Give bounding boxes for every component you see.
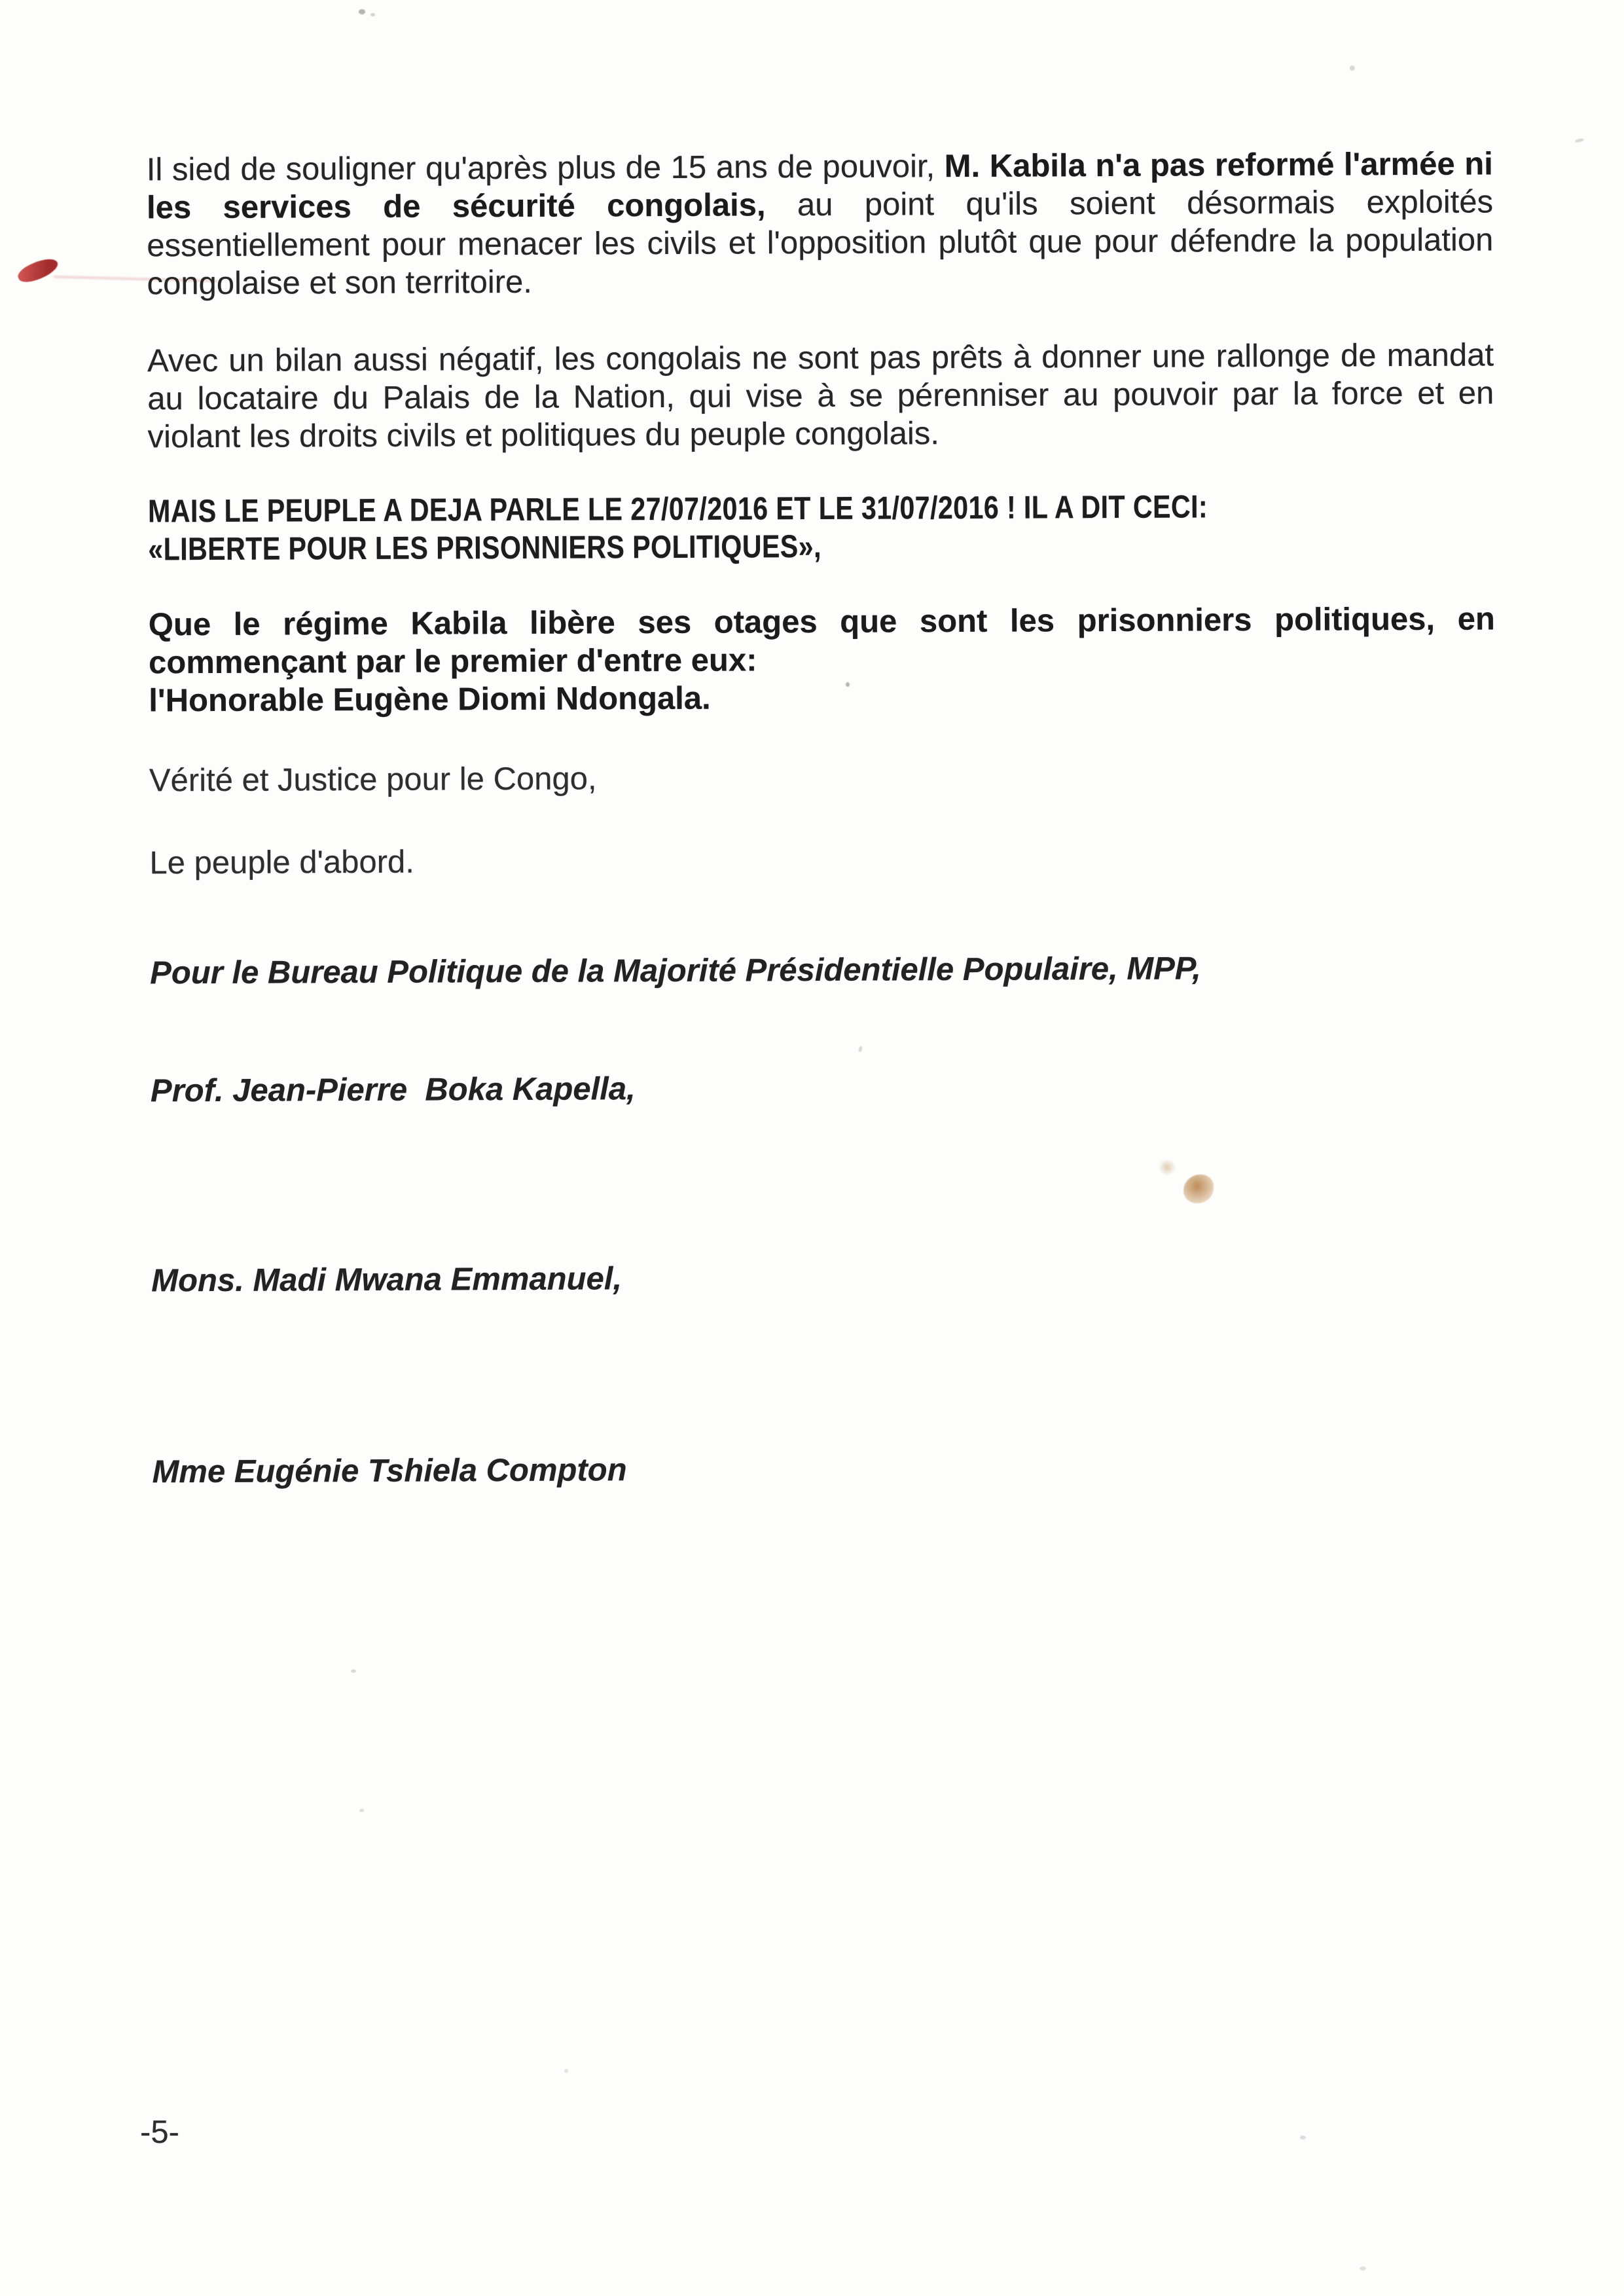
paragraph-mandate: Avec un bilan aussi négatif, les congolais ne sont pas prêts à donner une rallonge de mandat au locataire du Palais de la Nation, qui vise à se pérenniser au pouvoir par la force et en violant les droits civils et politiques du peuple congolais. [147, 337, 1494, 455]
motto-peuple-dabord: Le peuple d'abord. [149, 844, 414, 881]
scan-speck [1300, 2136, 1306, 2140]
scan-speck [564, 2069, 568, 2073]
motto-verite-justice: Vérité et Justice pour le Congo, [149, 761, 597, 799]
paragraph-security-reform-tail: au point qu'ils soient désormais exploités essentiellement pour menacer les civils et l'opposition plutôt que pour défendre la population congolaise et son territoire. [147, 184, 1494, 302]
signatory-boka-kapella: Prof. Jean-Pierre Boka Kapella, [150, 1071, 636, 1109]
declaration-line1: MAIS LE PEUPLE A DEJA PARLE LE 27/07/2016 ET LE 31/07/2016 ! IL A DIT CECI: [147, 489, 1208, 530]
paragraph-security-reform-lead: Il sied de souligner qu'après plus de 15 ans de pouvoir, [146, 149, 945, 188]
page-number: -5- [140, 2115, 179, 2150]
scan-speck [1575, 138, 1585, 143]
demand-body: Que le régime Kabila libère ses otages que sont les prisonniers politiques, en commençant par le premier d'entre eux: [148, 601, 1495, 681]
declaration-line2: «LIBERTE POUR LES PRISONNIERS POLITIQUES», [148, 528, 821, 568]
scan-speck [351, 1669, 356, 1673]
letter-body [146, 0, 1499, 1491]
demand-paragraph [149, 600, 1496, 720]
signatory-madi-mwana: Mons. Madi Mwana Emmanuel, [151, 1261, 623, 1299]
signature-intro: Pour le Bureau Politique de la Majorité Présidentielle Populaire, MPP, [150, 951, 1201, 991]
red-ink-mark [15, 254, 60, 287]
paragraph-security-reform-bold: M. Kabila n'a pas reformé l'armée ni les services de sécurité congolais, [146, 146, 1493, 226]
demand-honoree: l'Honorable Eugène Diomi Ndongala. [149, 680, 711, 719]
scan-speck [1360, 2267, 1366, 2270]
scan-speck [359, 1809, 364, 1812]
declaration-heading [148, 486, 1494, 568]
paragraph-security-reform [147, 145, 1494, 302]
signatory-tshiela-compton: Mme Eugénie Tshiela Compton [152, 1452, 627, 1490]
